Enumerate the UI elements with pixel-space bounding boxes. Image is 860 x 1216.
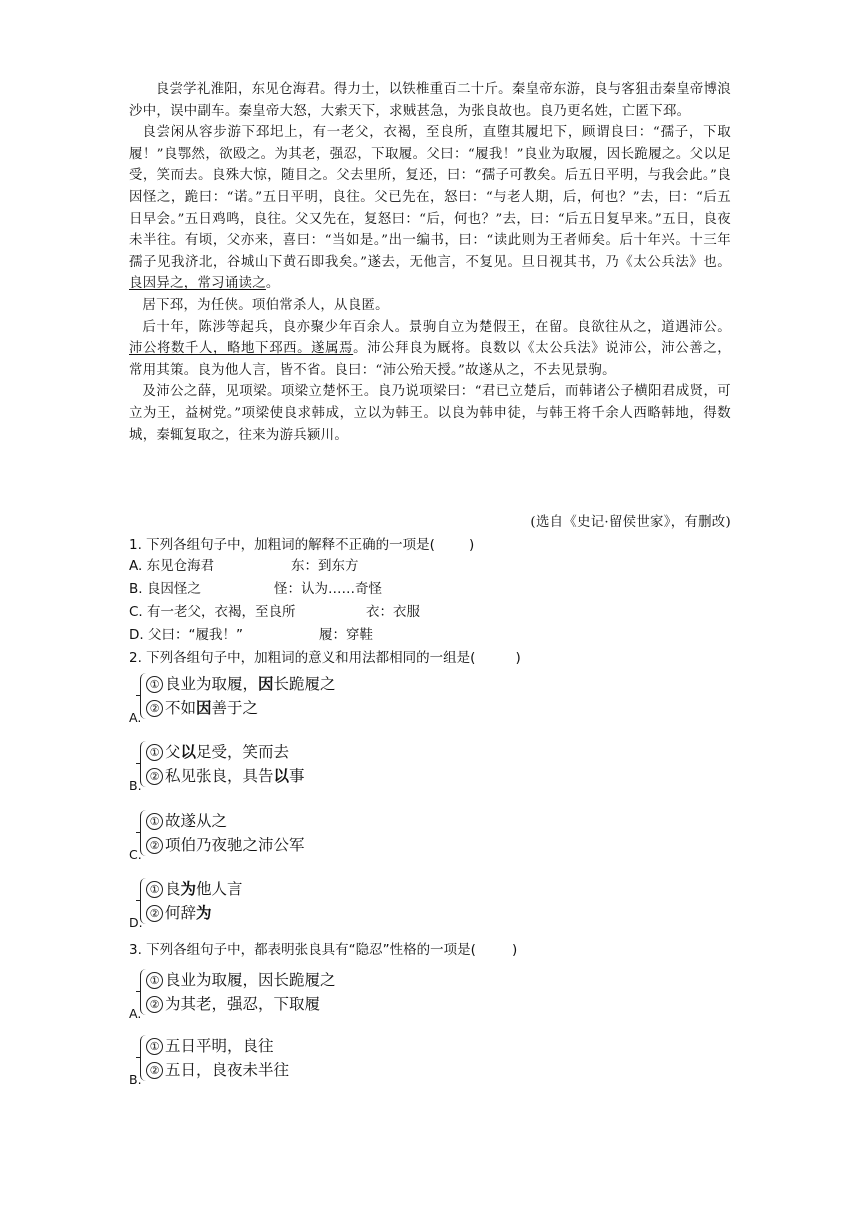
circled-number: ① — [146, 744, 163, 761]
q2b-line-2 — [146, 764, 305, 788]
question-3-stem-close: ) — [511, 942, 518, 958]
passage-paragraph-5: 及沛公之薛，见项梁。项梁立楚怀王。良乃说项梁曰：“君已立楚后，而韩诸公子横阳君成贤，可立为王，益树党。”项梁使良求韩成，立以为韩王。以良为韩申徒，与韩王将千余人西略韩地，得数城，秦辄复取之，往来为游兵颍川。 — [129, 384, 731, 443]
underlined-sentence-2: 沛公将数千人，略地下邳西。遂属焉 — [129, 341, 354, 357]
q3b-s1: 五日平明，良往 — [165, 1037, 274, 1055]
circled-number: ② — [146, 837, 163, 854]
q2a-s2-post: 善于之 — [211, 699, 259, 717]
question-2-stem-close: ) — [515, 650, 521, 666]
q2-option-a-pair — [146, 672, 336, 720]
q2b-s2-bold: 以 — [273, 767, 290, 785]
q2b-s1-pre: 父 — [165, 743, 181, 761]
q2b-s2-pre: 私见张良，具告 — [165, 767, 274, 785]
q3-option-a-label: A. — [129, 1006, 142, 1021]
circled-number: ② — [146, 700, 163, 717]
q2d-line-1 — [146, 877, 243, 901]
option-b-gloss: 怪：认为……奇怪 — [274, 581, 382, 597]
q2b-s2-post: 事 — [289, 767, 305, 785]
q3b-s2: 五日，良夜未半往 — [165, 1061, 290, 1079]
question-1-option-a — [129, 557, 359, 575]
passage-paragraph-3: 居下邳，为任侠。项伯常杀人，从良匿。 — [142, 297, 389, 313]
circled-number: ① — [146, 881, 163, 898]
q2d-s2-pre: 何辞 — [165, 904, 197, 922]
question-1-option-d — [129, 626, 373, 644]
question-2-stem-text: 2. 下列各组句子中，加粗词的意义和用法都相同的一组是( — [129, 650, 476, 666]
q2c-line-2 — [146, 833, 305, 857]
underlined-sentence-1: 良因异之，常习诵读之 — [129, 276, 266, 292]
q2-option-b-label: B. — [129, 778, 142, 793]
option-a-gloss: 东：到东方 — [291, 558, 359, 574]
q3a-line-1 — [146, 968, 336, 992]
question-1-stem-close: ) — [468, 537, 475, 553]
option-b-sentence: B. 良因怪之 — [129, 581, 201, 597]
q2c-line-1 — [146, 809, 305, 833]
q2d-s1-bold: 为 — [180, 880, 197, 898]
question-1-stem — [129, 536, 474, 554]
q2a-s1-bold: 因 — [258, 675, 274, 693]
option-a-sentence: A. 东见仓海君 — [129, 558, 215, 574]
q2-option-a-label: A. — [129, 710, 142, 725]
q2c-s1: 故遂从之 — [165, 812, 228, 830]
q3b-line-1 — [146, 1034, 289, 1058]
circled-number: ② — [146, 996, 163, 1013]
circled-number: ① — [146, 1038, 163, 1055]
q3a-s2: 为其老，强忍，下取履 — [165, 995, 321, 1013]
classical-passage — [129, 79, 731, 446]
q2d-line-2 — [146, 901, 243, 925]
q2a-s2-pre: 不如 — [165, 699, 197, 717]
q2-option-d-label: D. — [129, 915, 143, 930]
q2d-s1-pre: 良 — [165, 880, 181, 898]
q2-option-b-pair — [146, 740, 305, 788]
circled-number: ① — [146, 972, 163, 989]
circled-number: ② — [146, 768, 163, 785]
q2c-s2: 项伯乃夜驰之沛公军 — [165, 836, 305, 854]
q3-option-b-pair — [146, 1034, 289, 1082]
question-2-stem — [129, 649, 521, 667]
circled-number: ① — [146, 813, 163, 830]
question-3-stem-text: 3. 下列各组句子中，都表明张良具有“隐忍”性格的一项是( — [129, 942, 476, 958]
question-3-stem — [129, 941, 517, 959]
q2b-s1-post: 足受，笑而去 — [196, 743, 290, 761]
passage-p2-text: 良尝闲从容步游下邳圯上，有一老父，衣褐，至良所，直堕其履圯下，顾谓良曰：“孺子，下取履！”良鄂然，欲殴之。为其老，强忍，下取履。父曰：“履我！”良业为取履，因长跪履之。父以足受，笑而去。良殊大惊，随目之。父去里所，复还，曰：“孺子可教矣。后五日平明，与我会此。”良因怪之，跪曰：“诺。”五日平明，良往。父已先在，怒曰：“与老人期，后，何也？”去，曰：“后五日早会。”五日鸡鸣，良往。父又先在，复怒曰：“后，何也？”去，曰：“后五日复早来。”五日，良夜未半往。有顷，父亦来，喜曰：“当如是。”出一编书，曰：“读此则为王者师矣。后十年兴。十三年孺子见我济北，谷城山下黄石即我矣。”遂去，无他言，不复见。旦日视其书，乃《太公兵法》也。 — [129, 125, 731, 270]
q2b-s1-bold: 以 — [180, 743, 197, 761]
q2-option-d-pair — [146, 877, 243, 925]
circled-number: ① — [146, 676, 163, 693]
q2a-line-1 — [146, 672, 336, 696]
passage-source: (选自《史记·留侯世家》，有删改) — [530, 515, 731, 530]
passage-p4-text-b: 。沛公拜良为厩将。良数以《太公兵法》说沛公，沛公善之，常用其策。良为他人言，皆不省。良曰：“沛公殆天授。”故遂从之，不去见景驹。 — [129, 341, 731, 378]
q3a-line-2 — [146, 992, 336, 1016]
question-1-option-c — [129, 603, 420, 621]
q2-option-c-label: C. — [129, 847, 142, 862]
q2a-s1-pre: 良业为取履， — [165, 675, 259, 693]
option-c-gloss: 衣：衣服 — [366, 604, 420, 620]
option-c-sentence: C. 有一老父，衣褐，至良所 — [129, 604, 296, 620]
q2-option-c-pair — [146, 809, 305, 857]
q2a-s2-bold: 因 — [196, 699, 212, 717]
option-d-gloss: 履：穿鞋 — [319, 627, 373, 643]
question-1-stem-text: 1. 下列各组句子中，加粗词的解释不正确的一项是( — [129, 537, 435, 553]
q2a-s1-post: 长跪履之 — [273, 675, 336, 693]
q3b-line-2 — [146, 1058, 289, 1082]
circled-number: ② — [146, 905, 163, 922]
passage-p2-end: 。 — [265, 276, 280, 292]
passage-paragraph-2 — [129, 122, 731, 295]
q2a-line-2 — [146, 696, 336, 720]
passage-p4-text-a: 后十年，陈涉等起兵，良亦聚少年百余人。景驹自立为楚假王，在留。良欲往从之，道遇沛公。 — [142, 319, 731, 335]
q3a-s1: 良业为取履，因长跪履之 — [165, 971, 336, 989]
circled-number: ② — [146, 1062, 163, 1079]
passage-paragraph-1: 良尝学礼淮阳，东见仓海君。得力士，以铁椎重百二十斤。秦皇帝东游，良与客狙击秦皇帝博浪沙中，误中副车。秦皇帝大怒，大索天下，求贼甚急，为张良故也。良乃更名姓，亡匿下邳。 — [129, 82, 731, 119]
q3-option-a-pair — [146, 968, 336, 1016]
passage-paragraph-4 — [129, 317, 731, 382]
option-d-sentence: D. 父曰：“履我！” — [129, 627, 243, 643]
q2d-s1-post: 他人言 — [196, 880, 243, 898]
q2d-s2-bold: 为 — [196, 904, 212, 922]
q2b-line-1 — [146, 740, 305, 764]
question-1-option-b — [129, 580, 382, 598]
q3-option-b-label: B. — [129, 1072, 142, 1087]
